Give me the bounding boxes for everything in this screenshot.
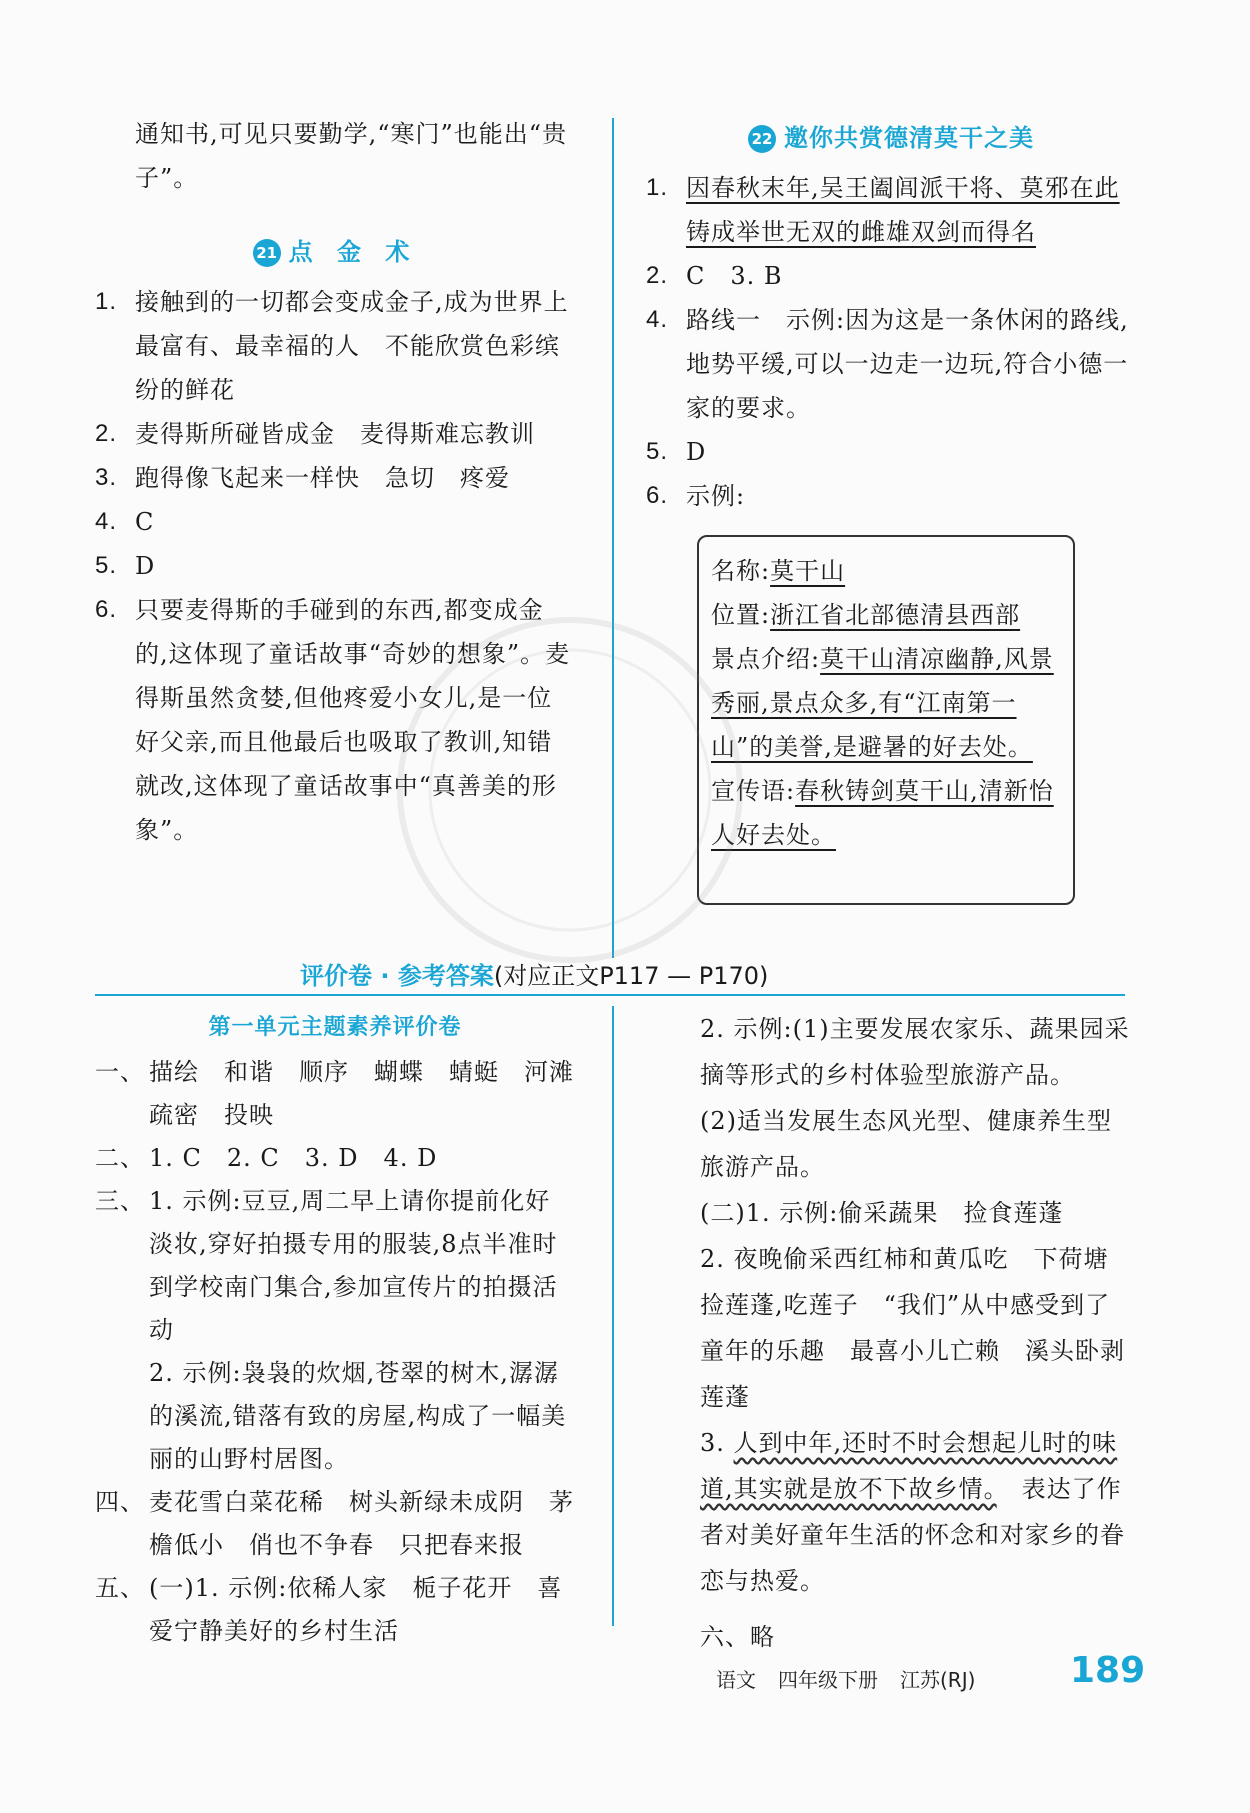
item-number: 2.	[646, 262, 669, 289]
item-text: 麦花雪白菜花稀 树头新绿未成阴 茅檐低小 俏也不争春 只把春来报	[149, 1488, 574, 1559]
q2	[95, 1137, 575, 1180]
section-22-title-text: 邀你共赏德清莫干之美	[784, 124, 1034, 152]
s22-item-5	[646, 430, 1136, 474]
box-slogan-row	[711, 769, 1061, 857]
box-location-row	[711, 593, 1061, 637]
s21-item-2	[95, 412, 575, 456]
item-text: 因春秋末年,吴王阖闾派干将、莫邪在此铸成举世无双的雌雄双剑而得名	[686, 174, 1120, 246]
item-text: 麦得斯所碰皆成金 麦得斯难忘教训	[135, 420, 535, 448]
left-bottom-column	[95, 1006, 599, 1653]
item-number: 三、	[95, 1188, 145, 1215]
item-text: D	[135, 552, 156, 580]
item-number: 5.	[95, 552, 118, 579]
q5	[95, 1567, 575, 1653]
answer-5-1-2: 2. 示例:(1)主要发展农家乐、蔬果园采摘等形式的乡村体验型旅游产品。	[700, 1015, 1130, 1089]
item-number: 五、	[95, 1575, 145, 1602]
answer-5-2-3	[700, 1420, 1130, 1604]
s21-item-3	[95, 456, 575, 500]
item-number: 4.	[646, 306, 669, 333]
item-text: 示例:	[686, 482, 746, 510]
bottom-column-divider	[612, 1006, 614, 1626]
top-column-divider	[612, 118, 614, 958]
answer-5-2-2: 2. 夜晚偷采西红柿和黄瓜吃 下荷塘捡莲蓬,吃莲子 “我们”从中感受到了童年的乐趣 最喜小儿亡赖 溪头卧剥莲蓬	[700, 1245, 1125, 1411]
item-text: 表达了作者对美好童年生活的怀念和对家乡的眷恋与热爱。	[700, 1475, 1125, 1595]
s22-item-6	[646, 474, 1136, 518]
item-number: 二、	[95, 1145, 145, 1172]
item-number: 1.	[95, 288, 118, 315]
s21-item-1	[95, 280, 575, 412]
wavy-underlined-text: 人到中年,还时不时会想起儿时的味道,其实就是放不下故乡情。	[700, 1429, 1118, 1503]
item-text: 跑得像飞起来一样快 急切 疼爱	[135, 464, 510, 492]
item-number: 4.	[95, 508, 118, 535]
box-name-row	[711, 549, 1061, 593]
item-number: 6.	[646, 482, 669, 509]
item-text: 描绘 和谐 顺序 蝴蝶 蜻蜓 河滩 疏密 投映	[149, 1058, 599, 1129]
answer-5-1-2b: (2)适当发展生态风光型、健康养生型旅游产品。	[700, 1107, 1112, 1181]
footer-edition: 江苏(RJ)	[900, 1668, 976, 1692]
s22-item-4	[646, 298, 1136, 430]
item-text: C 3. B	[686, 262, 783, 290]
item-number: 2.	[95, 420, 118, 447]
section-21-badge: 21	[253, 239, 281, 267]
section-21-title-text: 点 金 术	[288, 238, 418, 266]
q3-part2: 2. 示例:袅袅的炊烟,苍翠的树木,潺潺的溪流,错落有致的房屋,构成了一幅美丽的山野村居图。	[149, 1359, 567, 1473]
q1	[95, 1051, 599, 1137]
footer	[716, 1664, 997, 1693]
eval-header-rule	[95, 994, 1125, 996]
item-text: (一)1. 示例:依稀人家 栀子花开 喜爱宁静美好的乡村生活	[149, 1574, 563, 1645]
footer-subject: 语文	[716, 1668, 756, 1692]
item-text: 1. C 2. C 3. D 4. D	[149, 1144, 438, 1172]
item-number: 四、	[95, 1489, 145, 1516]
q4	[95, 1481, 575, 1567]
footer-grade: 四年级下册	[778, 1668, 878, 1692]
right-top-column	[646, 112, 1136, 518]
s21-item-5	[95, 544, 575, 588]
right-bottom-column	[700, 1006, 1130, 1660]
answer-5-2-1: (二)1. 示例:偷采蔬果 捡食莲蓬	[700, 1199, 1064, 1227]
s21-item-4	[95, 500, 575, 544]
continuation-text: 通知书,可见只要勤学,“寒门”也能出“贵子”。	[135, 120, 568, 192]
section-22-badge: 22	[748, 125, 776, 153]
item-text: D	[686, 438, 707, 466]
answer-6: 六、略	[700, 1623, 775, 1651]
box-value: 春秋铸剑莫干山,清新怡人好去处。	[711, 777, 1054, 849]
left-top-column	[95, 112, 575, 852]
s21-item-6	[95, 588, 575, 852]
section-21-title	[95, 230, 575, 274]
eval-title: 评价卷 · 参考答案	[300, 962, 494, 990]
example-box	[697, 535, 1075, 905]
item-text: 接触到的一切都会变成金子,成为世界上最富有、最幸福的人 不能欣赏色彩缤纷的鲜花	[135, 288, 569, 404]
item-number: 6.	[95, 596, 118, 623]
box-value: 莫干山	[770, 557, 846, 585]
box-value: 浙江省北部德清县西部	[770, 601, 1021, 629]
unit-title: 第一单元主题素养评价卷	[208, 1015, 462, 1040]
box-label: 宣传语:	[711, 777, 796, 805]
eval-ref: (对应正文P117 — P170)	[493, 962, 769, 990]
item-text: C	[135, 508, 155, 536]
box-intro-row	[711, 637, 1061, 769]
box-label: 位置:	[711, 601, 771, 629]
item-number: 3.	[700, 1429, 725, 1457]
s22-item-2	[646, 254, 1136, 298]
item-number: 一、	[95, 1059, 145, 1086]
item-text: 只要麦得斯的手碰到的东西,都变成金的,这体现了童话故事“奇妙的想象”。麦得斯虽然贪婪,但他疼爱小女儿,是一位好父亲,而且他最后也吸取了教训,知错就改,这体现了童话故事中“真善美的形象”。	[135, 596, 571, 844]
item-text: 路线一 示例:因为这是一条休闲的路线,地势平缓,可以一边走一边玩,符合小德一家的要求。	[686, 306, 1129, 422]
section-22-title	[646, 116, 1136, 160]
item-text: 1. 示例:豆豆,周二早上请你提前化好淡妆,穿好拍摄专用的服装,8点半准时到学校南门集合,参加宣传片的拍摄活动	[149, 1187, 558, 1344]
page-number: 189	[1070, 1650, 1146, 1691]
eval-header	[300, 956, 768, 991]
s22-item-1	[646, 166, 1136, 254]
q3	[95, 1180, 575, 1352]
box-label: 名称:	[711, 557, 771, 585]
box-label: 景点介绍:	[711, 645, 821, 673]
box-value: 莫干山清凉幽静,风景秀丽,景点众多,有“江南第一山”的美誉,是避暑的好去处。	[711, 645, 1054, 761]
item-number: 5.	[646, 438, 669, 465]
item-number: 1.	[646, 174, 669, 201]
item-number: 3.	[95, 464, 118, 491]
